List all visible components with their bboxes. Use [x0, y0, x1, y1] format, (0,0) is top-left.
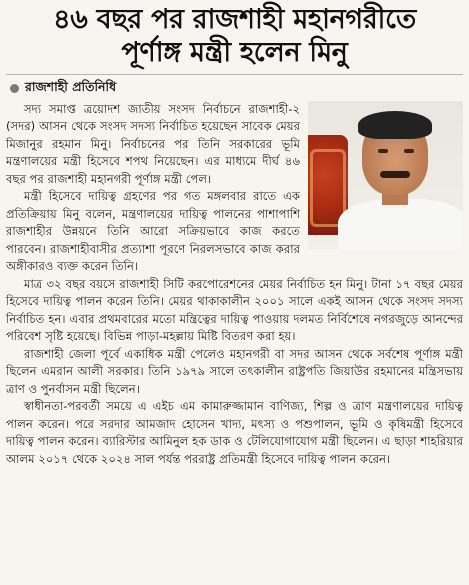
headline-line-2: পূর্ণাঙ্গ মন্ত্রী হলেন মিনু	[121, 36, 348, 68]
paragraph-4: রাজশাহী জেলা পূর্বে একাধিক মন্ত্রী পেলেও মহানগরী বা সদর আসন থেকে সর্বশেষ পূর্ণাঙ্গ মন্ত্রী ছিলেন এমরান আলী সরকার। তিনি ১৯৭৯ সালে তৎকালীন রাষ্ট্রপতি জিয়াউর রহমানের মন্ত্রিসভায় ত্রাণ ও পুনর্বাসন মন্ত্রী ছিলেন।	[6, 346, 463, 396]
paragraph-5: স্বাধীনতা-পরবর্তী সময়ে এ এইচ এম কামারুজ্জামান বাণিজ্য, শিল্প ও ত্রাণ মন্ত্রণালয়ের দায়িত্ব পালন করেন। পরে সরদার আমজাদ হোসেন খাদ্য, মৎস্য ও পশুপালন, ভূমি ও কৃষিমন্ত্রী হিসেবে দায়িত্ব পালন করেন। ব্যারিস্টার আমিনুল হক ডাক ও টেলিযোগাযোগ মন্ত্রী ছিলেন। এ ছাড়া শাহরিয়ার আলম ২০১৭ থেকে ২০২৪ সাল পর্যন্ত পররাষ্ট্র প্রতিমন্ত্রী হিসেবে দায়িত্ব পালন করেন।	[6, 399, 463, 466]
portrait-photo	[308, 101, 463, 249]
bullet-icon	[10, 84, 19, 93]
headline	[6, 4, 463, 69]
shirt	[338, 199, 463, 249]
hair	[358, 111, 432, 139]
byline	[6, 79, 463, 99]
headline-line-1: ৪৬ বছর পর রাজশাহী মহানগরীতে	[53, 4, 416, 35]
mustache	[380, 171, 410, 178]
byline-text: রাজশাহী প্রতিনিধি	[25, 78, 117, 94]
paragraph-3: মাত্র ৩২ বছর বয়সে রাজশাহী সিটি করপোরেশনের মেয়র নির্বাচিত হন মিনু। টানা ১৭ বছর মেয়র হিসেবে দায়িত্ব পালন করেন তিনি। মেয়র থাকাকালীন ২০০১ সালে একই আসন থেকে সংসদ সদস্য নির্বাচিত হন। এবার প্রথমবারের মতো মন্ত্রিত্বের দায়িত্ব পাওয়ায় দলমত নির্বিশেষে নগরজুড়ে আনন্দের পরিবেশ সৃষ্টি হয়েছে। বিভিন্ন পাড়া-মহল্লায় মিষ্টি বিতরণ করা হয়।	[6, 276, 463, 344]
divider	[6, 74, 463, 75]
eye	[378, 149, 388, 153]
paragraph-1: সদ্য সমাপ্ত ত্রয়োদশ জাতীয় সংসদ নির্বাচনে রাজশাহী-২ (সদর) আসন থেকে সংসদ সদস্য নির্বাচিত হয়েছেন সাবেক মেয়র মিজানুর রহমান মিনু। নির্বাচনের পর তিনি সরকারের ভূমি মন্ত্রণালয়ের মন্ত্রী হিসেবে শপথ নিয়েছেন। এর মাধ্যমে দীর্ঘ ৪৬ বছর পর রাজশাহী মহানগরী পূর্ণাঙ্গ মন্ত্রী পেল।	[6, 101, 300, 186]
eye	[404, 149, 414, 153]
article-body	[6, 101, 463, 469]
paragraph-2: মন্ত্রী হিসেবে দায়িত্ব গ্রহণের পর গত মঙ্গলবার রাতে এক প্রতিক্রিয়ায় মিনু বলেন, মন্ত্রণালয়ের দায়িত্ব পালনের পাশাপাশি রাজশাহীর উন্নয়নে তিনি আরো সক্রিয়ভাবে কাজ করতে পারবেন। রাজশাহীবাসীর প্রত্যাশা পূরণে নিরলসভাবে কাজ করার অঙ্গীকারও ব্যক্ত করেন তিনি।	[6, 189, 300, 274]
